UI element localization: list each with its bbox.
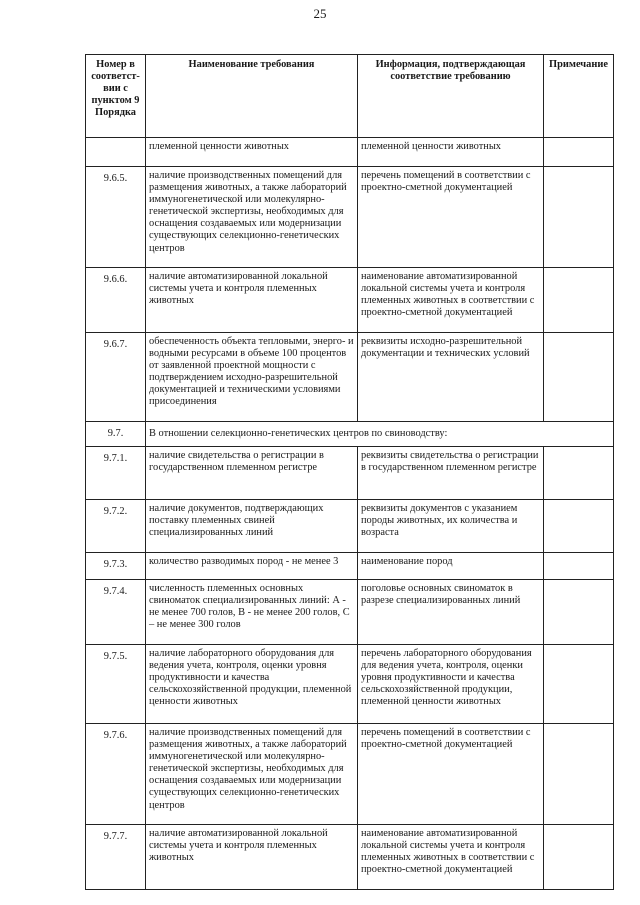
row-info: реквизиты исходно-разрешительной документации и технических условий [358, 333, 544, 422]
row-requirement: наличие лабораторного оборудования для ведения учета, контроля, оценки уровня продуктивности и качества сельскохозяйственной продукции, племенной ценности животных [146, 645, 358, 724]
table-header-row [86, 55, 614, 138]
header-note: Примечание [544, 55, 614, 138]
row-number: 9.7.7. [86, 825, 146, 890]
row-number: 9.7.6. [86, 724, 146, 825]
row-info: перечень лабораторного оборудования для ведения учета, контроля, оценки уровня продуктивности и качества сельскохозяйственной продукции, племенной ценности животных [358, 645, 544, 724]
row-requirement: племенной ценности животных [146, 138, 358, 167]
row-note [544, 645, 614, 724]
row-number: 9.7.4. [86, 580, 146, 645]
row-requirement: наличие автоматизированной локальной системы учета и контроля племенных животных [146, 268, 358, 333]
row-note [544, 447, 614, 500]
row-info: перечень помещений в соответствии с проектно-сметной документацией [358, 724, 544, 825]
row-requirement: численность племенных основных свиноматок специализированных линий: А - не менее 700 голов, В - не менее 200 голов, С – не менее 300 голов [146, 580, 358, 645]
table-row [86, 553, 614, 580]
header-requirement: Наименование требования [146, 55, 358, 138]
row-info: наименование пород [358, 553, 544, 580]
row-number: 9.7.1. [86, 447, 146, 500]
row-info: реквизиты документов с указанием породы животных, их количества и возраста [358, 500, 544, 553]
row-requirement: наличие производственных помещений для размещения животных, а также лабораторий иммуногенетической или молекулярно-генетической экспертизы, необходимых для оснащения создаваемых или модернизации существующих селекционно-генетических центров [146, 167, 358, 268]
row-note [544, 333, 614, 422]
section-row [86, 422, 614, 447]
row-number: 9.7.2. [86, 500, 146, 553]
table-row [86, 500, 614, 553]
table-row [86, 333, 614, 422]
section-number: 9.7. [86, 422, 146, 447]
row-number: 9.7.3. [86, 553, 146, 580]
row-number [86, 138, 146, 167]
row-requirement: наличие автоматизированной локальной системы учета и контроля племенных животных [146, 825, 358, 890]
row-note [544, 825, 614, 890]
row-requirement: наличие документов, подтверждающих поставку племенных свиней специализированных линий [146, 500, 358, 553]
row-requirement: количество разводимых пород - не менее 3 [146, 553, 358, 580]
row-note [544, 500, 614, 553]
table-row [86, 138, 614, 167]
row-number: 9.6.5. [86, 167, 146, 268]
row-number: 9.6.6. [86, 268, 146, 333]
requirements-table [85, 54, 614, 890]
row-requirement: наличие производственных помещений для размещения животных, а также лабораторий иммуногенетической или молекулярно-генетической экспертизы, необходимых для оснащения создаваемых или модернизации существующих селекционно-генетических центров [146, 724, 358, 825]
table-row [86, 167, 614, 268]
row-note [544, 138, 614, 167]
header-number: Номер в соответст-вии с пунктом 9 Порядка [86, 55, 146, 138]
row-note [544, 167, 614, 268]
row-note [544, 580, 614, 645]
row-info: племенной ценности животных [358, 138, 544, 167]
row-note [544, 724, 614, 825]
table-row [86, 268, 614, 333]
table-row [86, 825, 614, 890]
row-requirement: наличие свидетельства о регистрации в государственном племенном регистре [146, 447, 358, 500]
row-note [544, 268, 614, 333]
header-info: Информация, подтверждающая соответствие требованию [358, 55, 544, 138]
row-info: поголовье основных свиноматок в разрезе специализированных линий [358, 580, 544, 645]
table-row [86, 645, 614, 724]
section-title: В отношении селекционно-генетических центров по свиноводству: [146, 422, 614, 447]
row-note [544, 553, 614, 580]
row-number: 9.7.5. [86, 645, 146, 724]
row-info: наименование автоматизированной локальной системы учета и контроля племенных животных в соответствии с проектно-сметной документацией [358, 268, 544, 333]
row-info: реквизиты свидетельства о регистрации в государственном племенном регистре [358, 447, 544, 500]
page-number: 25 [313, 6, 327, 21]
row-requirement: обеспеченность объекта тепловыми, энерго- и водными ресурсами в объеме 100 процентов от заявленной проектной мощности с подтверждением исходно-разрешительной документацией и техническими условиями присоединения [146, 333, 358, 422]
row-info: перечень помещений в соответствии с проектно-сметной документацией [358, 167, 544, 268]
table-row [86, 580, 614, 645]
row-info: наименование автоматизированной локальной системы учета и контроля племенных животных в соответствии с проектно-сметной документацией [358, 825, 544, 890]
table-row [86, 447, 614, 500]
row-number: 9.6.7. [86, 333, 146, 422]
table-row [86, 724, 614, 825]
